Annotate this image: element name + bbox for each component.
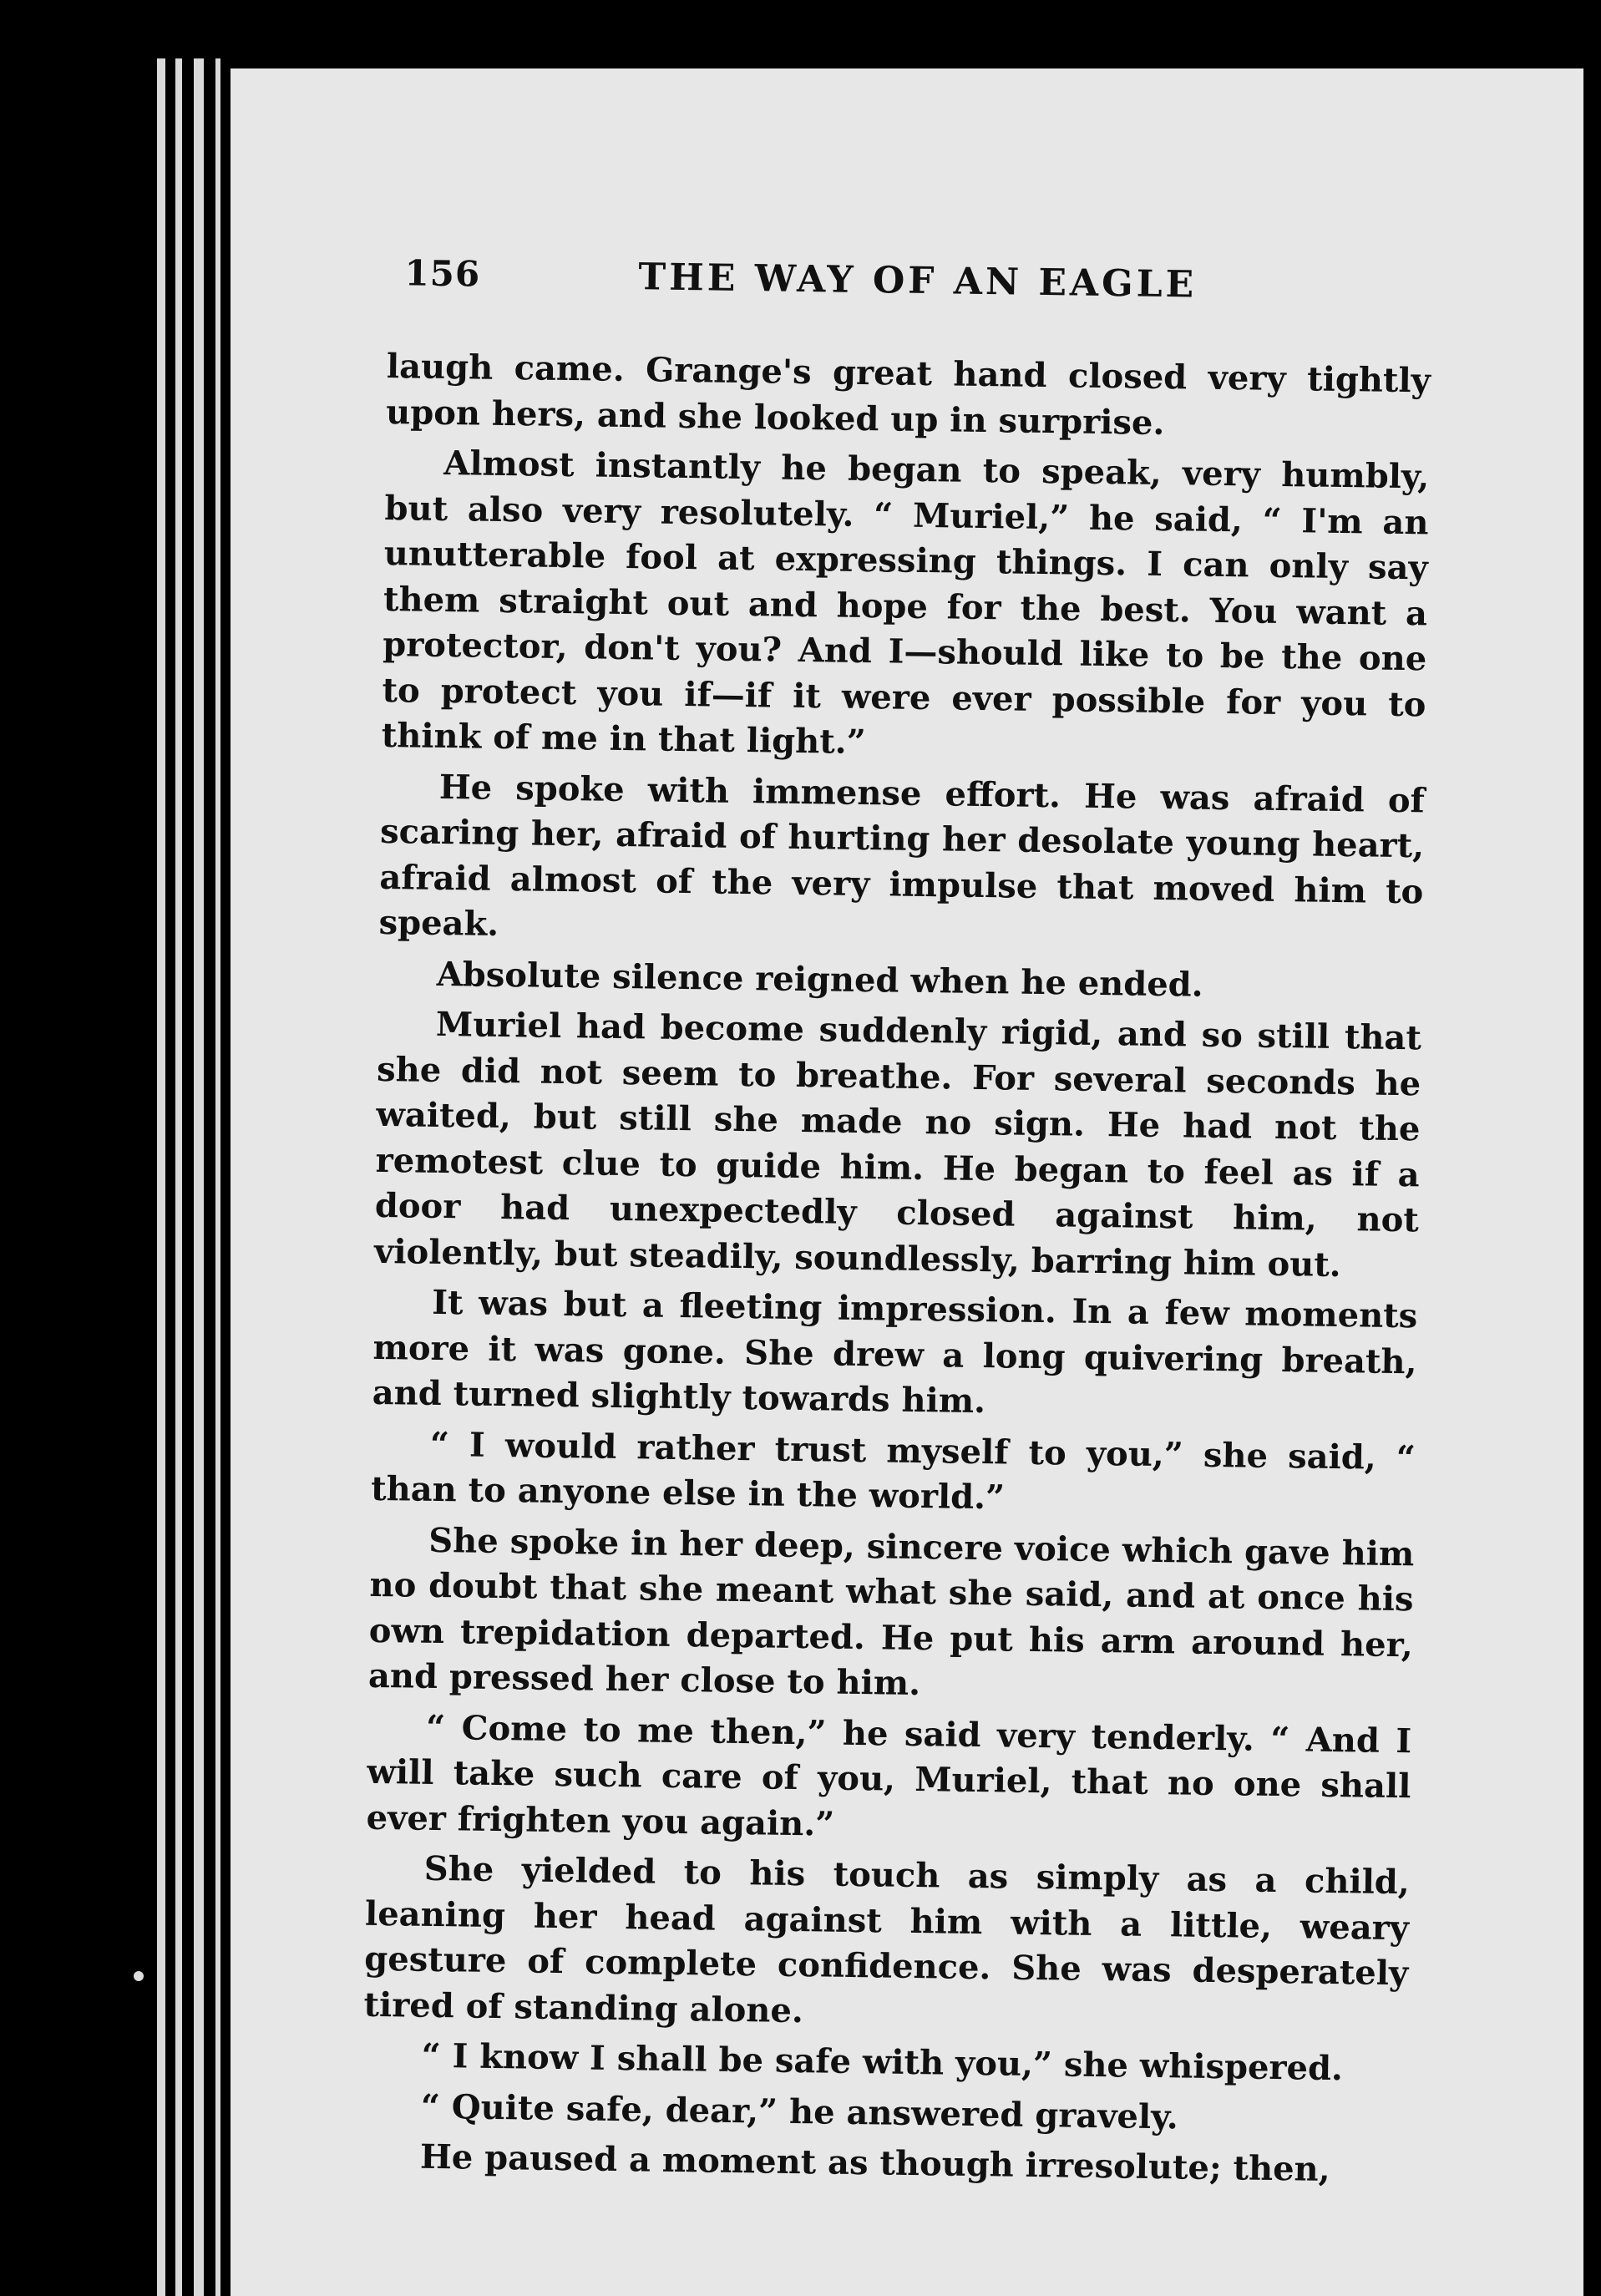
page-edge <box>215 58 220 2296</box>
paragraph: Absolute silence reigned when he ended. <box>436 954 1203 1005</box>
paragraph: Muriel had become suddenly rigid, and so still that she did not seem to breathe. For several seconds he waited, but still she made no sign. He had not the remotest clue to guide him. He began to feel as if a door had unexpectedly closed against him, not violently, but steadily, soundlessly, barring him out. <box>373 1004 1422 1285</box>
page-content <box>363 185 1441 2189</box>
page-number: 156 <box>404 252 481 295</box>
book-page <box>231 68 1583 2296</box>
paragraph: “ Come to me then,” he said very tenderly. “ And I will take such care of you, Muriel, that no one shall ever frighten you again.” <box>366 1707 1412 1844</box>
paragraph: He spoke with immense effort. He was afraid of scaring her, afraid of hurting her desolate young heart, afraid almost of the very impulse that moved him to speak. <box>378 767 1426 944</box>
page-edge <box>194 58 204 2296</box>
page-edge <box>157 58 165 2296</box>
paragraph: He paused a moment as though irresolute; then, <box>419 2136 1330 2189</box>
paragraph: “ Quite safe, dear,” he answered gravely. <box>420 2086 1179 2136</box>
page-edge <box>175 58 182 2296</box>
paragraph: laugh came. Grange's great hand closed very tightly upon hers, and she looked up in surprise. <box>385 346 1431 443</box>
paragraph: She yielded to his touch as simply as a child, leaning her head against him with a little, weary gesture of complete confidence. She was desperately tired of standing alone. <box>363 1848 1411 2030</box>
body-text <box>362 344 1431 2199</box>
paragraph: She spoke in her deep, sincere voice which gave him no doubt that she meant what she said, and at once his own trepidation departed. He put his arm around her, and pressed her close to him. <box>367 1520 1415 1704</box>
book-title: THE WAY OF AN EAGLE <box>638 256 1198 307</box>
paragraph: “ I would rather trust myself to you,” she said, “ than to anyone else in the world.” <box>370 1424 1416 1518</box>
paragraph: Almost instantly he began to speak, very humbly, but also very resolutely. “ Muriel,” he said, “ I'm an unutterable fool at expressing things. I can only say them straight out and hope for the best. You want a protector, don't you? And I—should like to be the one to protect you if—if it were ever possible for you to think of me in that light.” <box>381 443 1430 763</box>
scan-speck <box>134 1971 144 1981</box>
paragraph: It was but a fleeting impression. In a few moments more it was gone. She drew a long quivering breath, and turned slightly towards him. <box>372 1282 1418 1422</box>
running-head <box>388 185 1441 307</box>
paragraph: “ I know I shall be safe with you,” she whispered. <box>421 2035 1344 2089</box>
